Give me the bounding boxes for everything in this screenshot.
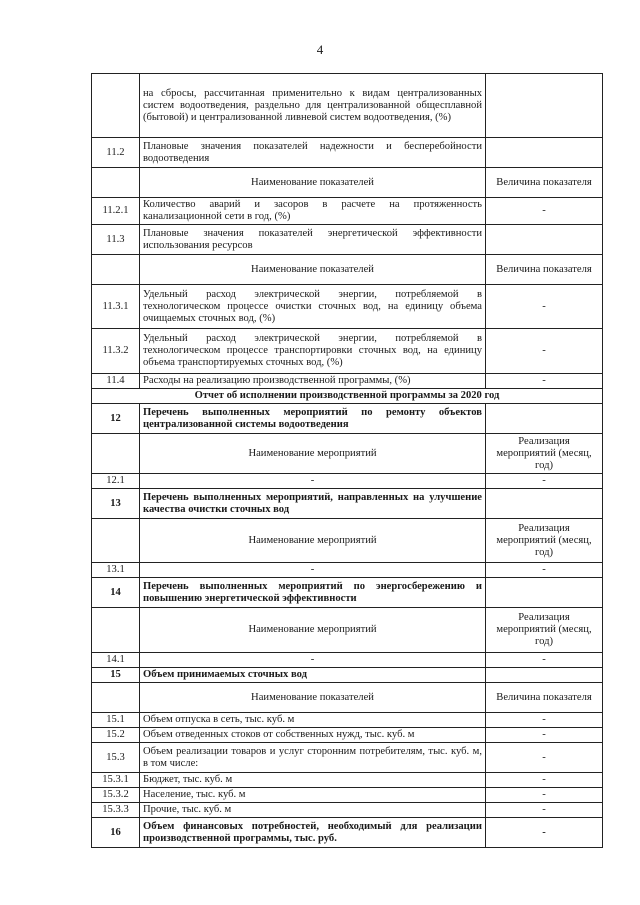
column-header-row [92, 608, 603, 653]
row-name: Перечень выполненных мероприятий по энергосбережению и повышению энергетической эффективности [140, 578, 486, 608]
column-header-row [92, 434, 603, 474]
row-value [486, 138, 603, 168]
table-row [92, 653, 603, 668]
row-name: - [140, 563, 486, 578]
row-number: 11.2.1 [92, 198, 140, 225]
page-number: 4 [316, 42, 324, 57]
row-name: Объем принимаемых сточных вод [140, 668, 486, 683]
column-header-value: Реализация мероприятий (месяц, год) [486, 519, 603, 563]
row-number [92, 683, 140, 713]
row-number [92, 608, 140, 653]
row-value: - [486, 374, 603, 389]
column-header-name: Наименование мероприятий [140, 519, 486, 563]
row-name: Удельный расход электрической энергии, потребляемой в технологическом процессе транспортировки сточных вод, на единицу объема транспортируемых сточных вод, (%) [140, 329, 486, 374]
table-row [92, 225, 603, 255]
row-number [92, 434, 140, 474]
table-row [92, 74, 603, 138]
row-number: 11.3.2 [92, 329, 140, 374]
column-header-value: Величина показателя [486, 168, 603, 198]
row-number [92, 255, 140, 285]
row-value: - [486, 329, 603, 374]
row-number: 11.3 [92, 225, 140, 255]
table-row [92, 198, 603, 225]
row-value [486, 225, 603, 255]
table-row [92, 743, 603, 773]
row-number [92, 74, 140, 138]
table-row [92, 803, 603, 818]
column-header-row [92, 255, 603, 285]
row-value: - [486, 728, 603, 743]
table-row [92, 374, 603, 389]
table-row [92, 713, 603, 728]
row-name: Плановые значения показателей надежности и бесперебойности водоотведения [140, 138, 486, 168]
table-row [92, 668, 603, 683]
row-number: 15.2 [92, 728, 140, 743]
row-name: Объем отведенных стоков от собственных нужд, тыс. куб. м [140, 728, 486, 743]
row-number: 11.2 [92, 138, 140, 168]
row-number: 16 [92, 818, 140, 848]
column-header-row [92, 168, 603, 198]
table-row [92, 578, 603, 608]
column-header-name: Наименование показателей [140, 683, 486, 713]
column-header-name: Наименование мероприятий [140, 434, 486, 474]
table-row [92, 818, 603, 848]
row-value: - [486, 803, 603, 818]
column-header-name: Наименование мероприятий [140, 608, 486, 653]
row-value [486, 668, 603, 683]
row-number: 15.3.1 [92, 773, 140, 788]
row-name: Объем финансовых потребностей, необходимый для реализации производственной программы, тыс. руб. [140, 818, 486, 848]
row-value: - [486, 773, 603, 788]
program-table [91, 73, 603, 848]
row-number: 14.1 [92, 653, 140, 668]
table-row [92, 329, 603, 374]
row-name: - [140, 474, 486, 489]
row-name: Бюджет, тыс. куб. м [140, 773, 486, 788]
row-value: - [486, 788, 603, 803]
row-number: 13 [92, 489, 140, 519]
row-value: - [486, 653, 603, 668]
table-row [92, 285, 603, 329]
table-row [92, 728, 603, 743]
row-name: - [140, 653, 486, 668]
row-value [486, 578, 603, 608]
row-number: 15 [92, 668, 140, 683]
row-number: 12 [92, 404, 140, 434]
row-value: - [486, 713, 603, 728]
row-name: Перечень выполненных мероприятий по ремонту объектов централизованной системы водоотведения [140, 404, 486, 434]
table-row [92, 773, 603, 788]
row-number: 11.4 [92, 374, 140, 389]
row-value [486, 74, 603, 138]
row-name: Объем реализации товаров и услуг сторонним потребителям, тыс. куб. м, в том числе: [140, 743, 486, 773]
row-value [486, 489, 603, 519]
table-row [92, 474, 603, 489]
row-number: 15.1 [92, 713, 140, 728]
column-header-name: Наименование показателей [140, 255, 486, 285]
section-row [92, 389, 603, 404]
row-name: Население, тыс. куб. м [140, 788, 486, 803]
row-name: Прочие, тыс. куб. м [140, 803, 486, 818]
row-number: 11.3.1 [92, 285, 140, 329]
row-value: - [486, 563, 603, 578]
table-row [92, 138, 603, 168]
column-header-value: Величина показателя [486, 255, 603, 285]
row-number: 14 [92, 578, 140, 608]
column-header-value: Величина показателя [486, 683, 603, 713]
column-header-row [92, 519, 603, 563]
row-name: на сбросы, рассчитанная применительно к видам централизованных систем водоотведения, раздельно для централизованной общесплавной (бытовой) и централизованной ливневой систем водоотведения, (%) [140, 74, 486, 138]
row-value: - [486, 285, 603, 329]
row-value: - [486, 474, 603, 489]
row-name: Удельный расход электрической энергии, потребляемой в технологическом процессе очистки сточных вод, на единицу объема очищаемых сточных вод, (%) [140, 285, 486, 329]
column-header-value: Реализация мероприятий (месяц, год) [486, 434, 603, 474]
section-title: Отчет об исполнении производственной программы за 2020 год [92, 389, 603, 404]
row-name: Перечень выполненных мероприятий, направленных на улучшение качества очистки сточных вод [140, 489, 486, 519]
row-value: - [486, 818, 603, 848]
column-header-row [92, 683, 603, 713]
row-value: - [486, 743, 603, 773]
row-name: Объем отпуска в сеть, тыс. куб. м [140, 713, 486, 728]
row-number: 12.1 [92, 474, 140, 489]
row-value [486, 404, 603, 434]
table-row [92, 404, 603, 434]
row-number: 15.3.2 [92, 788, 140, 803]
row-value: - [486, 198, 603, 225]
row-number: 15.3 [92, 743, 140, 773]
table-row [92, 563, 603, 578]
table-row [92, 489, 603, 519]
row-number [92, 168, 140, 198]
row-number: 15.3.3 [92, 803, 140, 818]
row-number [92, 519, 140, 563]
table-row [92, 788, 603, 803]
row-name: Расходы на реализацию производственной программы, (%) [140, 374, 486, 389]
column-header-name: Наименование показателей [140, 168, 486, 198]
row-name: Плановые значения показателей энергетической эффективности использования ресурсов [140, 225, 486, 255]
row-name: Количество аварий и засоров в расчете на протяженность канализационной сети в год, (%) [140, 198, 486, 225]
column-header-value: Реализация мероприятий (месяц, год) [486, 608, 603, 653]
row-number: 13.1 [92, 563, 140, 578]
